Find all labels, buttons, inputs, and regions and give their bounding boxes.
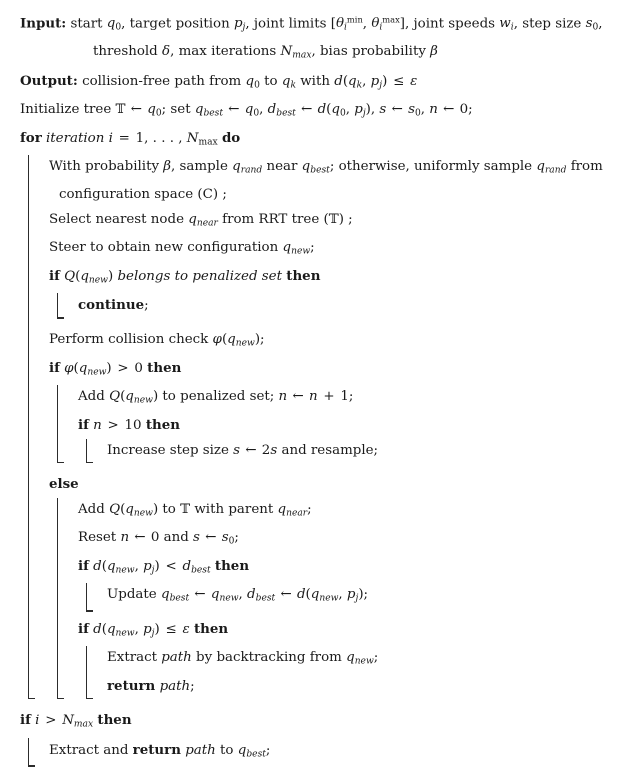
line-continue: continue;	[78, 297, 149, 314]
keyword-then-4: then	[214, 558, 250, 575]
line-update-best: Update $q_{best}$ ← $q_{new}$, $d_{best}$ ← $d(q_{new}$, $p_j$);	[107, 587, 369, 604]
spacer-after-continue	[49, 319, 619, 328]
output-label: Output:	[20, 72, 78, 89]
line-add-penalized: Add $Q(q_{new})$ to penalized set; n ← n + 1;	[78, 389, 354, 406]
line-steer: Steer to obtain new configuration $q_{new}$;	[49, 239, 315, 257]
keyword-then-5: then	[193, 620, 229, 637]
line-reset: Reset n ← 0 and s ← $s_0$;	[78, 530, 239, 547]
line-add-tree: Add $Q(q_{new})$ to 𝕋 with parent $q_{near}$;	[78, 501, 312, 519]
keyword-for: for	[20, 129, 42, 146]
input-text-2: threshold δ, max iterations $N_{max}$, bias probability β	[93, 44, 438, 61]
keyword-if-2: if	[49, 359, 60, 376]
keyword-continue: continue	[78, 297, 145, 314]
line-if-i-gt-nmax: if $i > N_{max}$ then	[20, 712, 132, 730]
line-sample-qrand: With probability β, sample $q_{rand}$ near $q_{best}$; otherwise, uniformly sample $q_{rand}$ from	[49, 159, 603, 176]
output-text: collision-free path from $q_0$ to $q_k$ with $d(q_k$, $p_j) \le \varepsilon$	[82, 73, 418, 91]
else-block	[57, 498, 619, 699]
if-i-gt-nmax-block	[28, 738, 619, 767]
line-return-path: return path;	[107, 677, 195, 694]
keyword-else: else	[49, 476, 79, 493]
line-increase-step: Increase step size s ← 2s and resample;	[107, 442, 379, 458]
output-line	[20, 69, 619, 98]
keyword-if-6: if	[20, 712, 31, 729]
input-text-1: start $q_0$, target position $p_j$, joint limits [$\theta_i^{min}$, $\theta_i^{max}$], joint speeds $w_i$, step size $s_0$,	[70, 15, 603, 33]
line-else	[49, 472, 619, 498]
keyword-then-6: then	[97, 712, 132, 729]
for-loop-block	[28, 155, 619, 699]
line-if-penalized: if $Q(q_{new})$ belongs to penalized set then	[49, 268, 321, 286]
keyword-then-3: then	[145, 417, 180, 434]
line-if-n-gt-10: if n > 10 then	[78, 417, 180, 434]
keyword-return-1: return	[107, 677, 156, 694]
line-if-d-le-eps: if $d(q_{new}$, $p_j) \le \varepsilon$ then	[78, 620, 229, 639]
if-d-le-eps-block	[86, 646, 619, 700]
line-extract-path: Extract path by backtracking from $q_{new}$;	[107, 649, 379, 667]
if-penalized-block	[57, 293, 619, 319]
input-line-2	[20, 40, 619, 68]
line-if-d-lt-dbest: if $d(q_{new}$, $p_j) < d_{best}$ then	[78, 558, 250, 576]
if-collision-block	[57, 385, 619, 463]
keyword-return-2: return	[132, 741, 181, 758]
spacer-before-else	[49, 463, 619, 472]
keyword-then-1: then	[286, 268, 321, 285]
line-for-loop: for iteration i = 1, . . . , $N_{max}$ do	[20, 129, 241, 148]
line-sample-qrand-cont: configuration space (C) ;	[59, 187, 227, 203]
spacer-after-for	[20, 699, 619, 708]
line-initialize-tree: Initialize tree 𝕋 ← $q_0$; set $q_{best}$ ← $q_0$, $d_{best}$ ← $d(q_0$, $p_j$), s ← $s_0$, n ← 0;	[20, 101, 473, 119]
input-label: Input:	[20, 15, 67, 32]
line-extract-return: Extract and return path to $q_{best}$;	[49, 741, 271, 760]
line-select-nearest: Select nearest node $q_{near}$ from RRT tree (𝕋) ;	[49, 211, 353, 229]
line-if-collision: if $\varphi(q_{new}) > 0$ then	[49, 359, 182, 378]
line-collision-check: Perform collision check $\varphi(q_{new})$;	[49, 331, 265, 349]
keyword-do: do	[221, 129, 241, 146]
if-d-lt-dbest-block	[86, 583, 619, 611]
if-n-gt-10-block	[86, 439, 619, 464]
keyword-if-1: if	[49, 268, 60, 285]
keyword-then-2: then	[147, 359, 182, 376]
keyword-if-4: if	[78, 558, 89, 575]
input-line-1	[20, 8, 619, 40]
keyword-if-5: if	[78, 620, 89, 637]
keyword-if-3: if	[78, 417, 89, 434]
